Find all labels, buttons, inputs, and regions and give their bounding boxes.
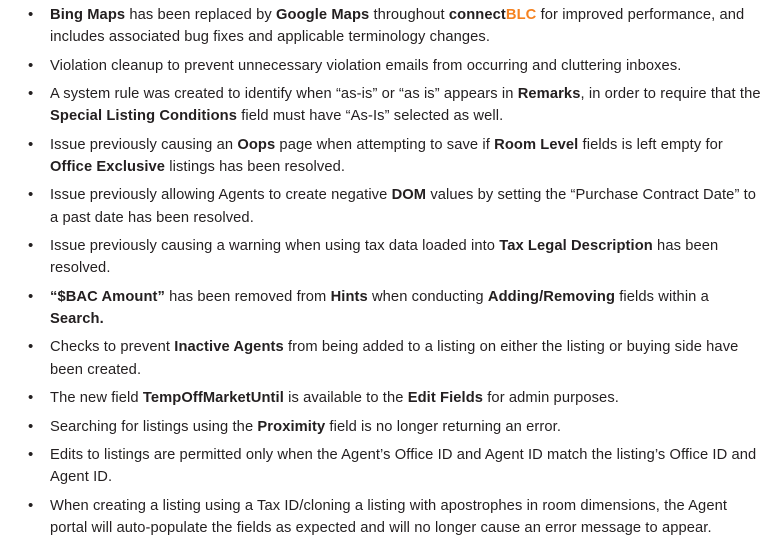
bullet-marker-icon: • bbox=[28, 496, 34, 514]
text-run: field is no longer returning an error. bbox=[325, 418, 562, 435]
text-run: “$BAC Amount” bbox=[50, 288, 165, 305]
text-run: A system rule was created to identify when “as-is” or “as is” appears in bbox=[50, 86, 518, 103]
text-run: fields within a bbox=[615, 288, 709, 305]
list-item bbox=[14, 184, 763, 229]
text-run: Edits to listings are permitted only when the Agent’s Office ID and Agent ID match the listing’s Office ID and Agent ID. bbox=[50, 446, 757, 486]
text-run: fields is left empty for bbox=[578, 136, 723, 153]
list-item-text bbox=[50, 419, 561, 435]
text-run: Hints bbox=[330, 288, 368, 305]
list-item-text bbox=[50, 339, 738, 377]
list-item bbox=[14, 235, 763, 280]
list-item-text bbox=[50, 7, 744, 45]
list-item-text bbox=[50, 498, 727, 536]
text-run: Searching for listings using the bbox=[50, 418, 258, 435]
list-item bbox=[14, 134, 763, 179]
bullet-marker-icon: • bbox=[28, 417, 34, 435]
text-run: Room Level bbox=[494, 136, 579, 153]
text-run: Remarks bbox=[517, 86, 581, 103]
text-run: Search. bbox=[50, 311, 104, 328]
text-run: page when attempting to save if bbox=[275, 136, 495, 153]
text-run: Adding/Removing bbox=[487, 288, 616, 305]
text-run: When creating a listing using a Tax ID/cloning a listing with apostrophes in room dimensions, the Agent portal will auto-populate the fields as expected and will no longer cause an error message to appear. bbox=[50, 497, 728, 536]
bullet-marker-icon: • bbox=[28, 389, 34, 407]
list-item bbox=[14, 83, 763, 128]
list-item bbox=[14, 336, 763, 381]
bullet-marker-icon: • bbox=[28, 287, 34, 305]
text-run: has been removed from bbox=[164, 288, 331, 305]
list-item bbox=[14, 286, 763, 331]
list-item bbox=[14, 495, 763, 540]
text-run: Google Maps bbox=[275, 7, 370, 23]
text-run: TempOffMarketUntil bbox=[142, 390, 284, 407]
text-run: connect bbox=[448, 7, 506, 23]
text-run: Oops bbox=[237, 136, 276, 153]
bullet-marker-icon: • bbox=[28, 186, 34, 204]
text-run: Checks to prevent bbox=[50, 339, 175, 356]
list-item-text bbox=[50, 86, 761, 124]
list-item bbox=[14, 4, 763, 49]
text-run: field must have “As-Is” selected as well. bbox=[237, 108, 504, 125]
list-item-text bbox=[50, 289, 709, 327]
release-notes-list bbox=[14, 4, 763, 539]
text-run: Tax Legal Description bbox=[499, 238, 653, 255]
text-run: Inactive Agents bbox=[174, 339, 284, 356]
list-item bbox=[14, 55, 763, 77]
list-item-text bbox=[50, 58, 681, 74]
text-run: is available to the bbox=[283, 390, 408, 407]
text-run: Bing Maps bbox=[50, 7, 126, 23]
text-run: Edit Fields bbox=[407, 390, 484, 407]
list-item bbox=[14, 444, 763, 489]
bullet-marker-icon: • bbox=[28, 338, 34, 356]
text-run: Proximity bbox=[257, 418, 326, 435]
list-item-text bbox=[50, 187, 756, 225]
text-run: throughout bbox=[369, 7, 449, 23]
text-run: Issue previously allowing Agents to create negative bbox=[50, 187, 392, 204]
text-run: Violation cleanup to prevent unnecessary violation emails from occurring and cluttering inboxes. bbox=[50, 57, 682, 74]
text-run: has been replaced by bbox=[125, 7, 276, 23]
list-item-text bbox=[50, 238, 718, 276]
text-run: for admin purposes. bbox=[483, 390, 619, 407]
text-run: has been resolved. bbox=[50, 238, 719, 277]
text-run: Issue previously causing a warning when using tax data loaded into bbox=[50, 238, 500, 255]
text-run: , in order to require that the bbox=[580, 86, 761, 103]
text-run: from being added to a listing on either the listing or buying side have been created. bbox=[50, 339, 739, 378]
bullet-marker-icon: • bbox=[28, 56, 34, 74]
text-run: Office Exclusive bbox=[50, 159, 166, 176]
list-item bbox=[14, 387, 763, 409]
text-run: listings has been resolved. bbox=[165, 159, 346, 176]
text-run: DOM bbox=[391, 187, 427, 204]
text-run: for improved performance, and includes associated bug fixes and applicable terminology changes. bbox=[50, 7, 745, 46]
list-item-text bbox=[50, 390, 619, 406]
bullet-marker-icon: • bbox=[28, 85, 34, 103]
list-item bbox=[14, 416, 763, 438]
text-run: BLC bbox=[505, 7, 537, 23]
bullet-marker-icon: • bbox=[28, 237, 34, 255]
text-run: The new field bbox=[50, 390, 143, 407]
text-run: Issue previously causing an bbox=[50, 136, 238, 153]
text-run: values by setting the “Purchase Contract Date” to a past date has been resolved. bbox=[50, 187, 757, 226]
bullet-marker-icon: • bbox=[28, 135, 34, 153]
list-item-text bbox=[50, 447, 756, 485]
bullet-marker-icon: • bbox=[28, 445, 34, 463]
list-item-text bbox=[50, 137, 723, 175]
bullet-marker-icon: • bbox=[28, 6, 34, 23]
text-run: Special Listing Conditions bbox=[50, 108, 238, 125]
text-run: when conducting bbox=[367, 288, 488, 305]
